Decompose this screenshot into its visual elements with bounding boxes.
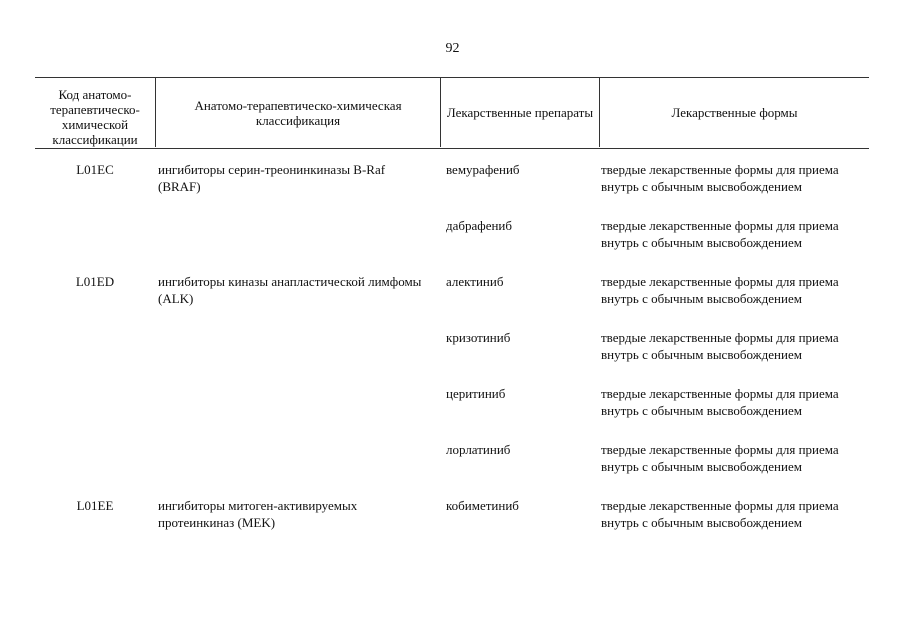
cell-name: ингибиторы киназы анапластической лимфомы (ALK) (158, 274, 422, 306)
header-classification: Анатомо-терапевтическо-химическая классификация (194, 97, 402, 128)
cell-code: L01ED (75, 274, 115, 289)
cell-drug: кризотиниб (446, 330, 511, 345)
cell-drug: церитиниб (446, 386, 506, 401)
header-forms: Лекарственные формы (671, 105, 798, 120)
cell-form: твердые лекарственные формы для приема внутрь с обычным высвобождением (601, 442, 839, 474)
cell-drug: вемурафениб (446, 162, 520, 177)
cell-form: твердые лекарственные формы для приема внутрь с обычным высвобождением (601, 162, 839, 194)
table-header-rule (35, 148, 869, 149)
cell-form: твердые лекарственные формы для приема внутрь с обычным высвобождением (601, 386, 839, 418)
cell-form: твердые лекарственные формы для приема внутрь с обычным высвобождением (601, 498, 839, 530)
cell-code: L01EE (76, 498, 114, 513)
cell-code: L01EC (76, 162, 114, 177)
cell-form: твердые лекарственные формы для приема внутрь с обычным высвобождением (601, 330, 839, 362)
cell-name: ингибиторы митоген-активируемых протеинкиназ (MEK) (158, 498, 358, 530)
header-code: Код анатомо-терапевтическо-химической классификации (50, 87, 140, 147)
cell-drug: лорлатиниб (446, 442, 511, 457)
cell-form: твердые лекарственные формы для приема внутрь с обычным высвобождением (601, 218, 839, 250)
cell-drug: дабрафениб (446, 218, 512, 233)
cell-form: твердые лекарственные формы для приема внутрь с обычным высвобождением (601, 274, 839, 306)
cell-drug: алектиниб (446, 274, 504, 289)
header-drugs: Лекарственные препараты (446, 105, 594, 120)
cell-name: ингибиторы серин-треонинкиназы B-Raf (BRAF) (158, 162, 386, 194)
page-number: 92 (445, 41, 460, 56)
cell-drug: кобиметиниб (446, 498, 519, 513)
